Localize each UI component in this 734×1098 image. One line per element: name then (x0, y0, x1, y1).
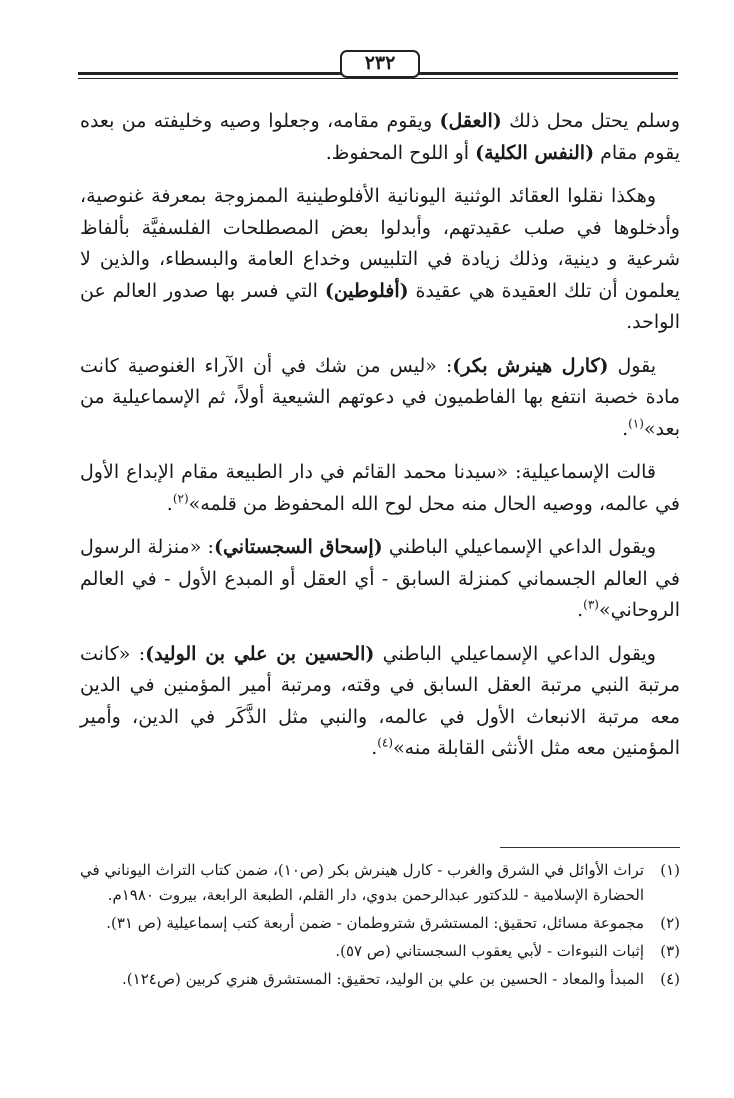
text-run: وهكذا نقلوا العقائد الوثنية اليونانية الأفلوطينية الممزوجة بمعرفة غنوصية، وأدخلوها في صلب عقيدتهم، وأبدلوا بعض المصطلحات الفلسفيَّة بألفاظ شرعية و دينية، وذلك زيادة في التلبيس وخداع العامة والبسطاء، والذين لا يعلمون أن تلك العقيدة هي عقيدة (80, 185, 680, 302)
text-run: . (577, 599, 584, 621)
paragraph-5 (80, 532, 680, 627)
text-run: : «كانت مرتبة النبي مرتبة العقل السابق في وقته، ومرتبة أمير المؤمنين في الدين معه مرتبة الانبعاث الأول في عالمه، والنبي مثل الذَّكَر في الدين، وأمير المؤمنين معه مثل الأنثى القابلة منه» (80, 642, 680, 759)
footnote-marker: (٢) (660, 914, 680, 932)
footnote-separator (500, 847, 680, 848)
text-run: يقول (608, 354, 657, 377)
term-becker: (كارل هينرش بكر) (452, 354, 609, 377)
footnote-ref-4[interactable]: (٤) (377, 735, 394, 750)
text-run: . (622, 417, 629, 440)
footnotes (80, 858, 680, 995)
term-aql: (العقل) (439, 110, 502, 132)
paragraph-4 (80, 457, 680, 520)
text-run: ويقوم مقامه، وجعلوا وصيه وخليفته من بعده يقوم مقام (80, 110, 680, 164)
text-run: ويقول الداعي الإسماعيلي الباطني (382, 536, 656, 558)
paragraph-1 (80, 106, 680, 169)
footnote-text: مجموعة مسائل، تحقيق: المستشرق شتروطمان - ضمن أربعة كتب إسماعيلية (ص ٣١). (106, 914, 644, 932)
paragraph-2 (80, 181, 680, 339)
term-plotinus: (أفلوطين) (324, 279, 409, 302)
footnote-3 (80, 939, 680, 964)
footnote-4 (80, 967, 680, 992)
main-text (80, 106, 680, 777)
text-run: التي فسر بها صدور العالم عن الواحد. (80, 279, 680, 333)
footnote-ref-2[interactable]: (٢) (172, 491, 189, 506)
text-run: . (166, 492, 173, 515)
footnote-2 (80, 911, 680, 936)
footnote-text: تراث الأوائل في الشرق والغرب - كارل هينرش بكر (ص١٠)، ضمن كتاب التراث اليوناني في الحضارة الإسلامية - للدكتور عبدالرحمن بدوي، دار القلم، الطبعة الرابعة، بيروت ١٩٨٠م. (80, 861, 644, 904)
text-run: أو اللوح المحفوظ. (325, 141, 476, 164)
term-ibn-al-walid: (الحسين بن علي بن الوليد) (145, 642, 375, 665)
text-run: . (371, 737, 378, 759)
footnote-1 (80, 858, 680, 908)
text-run: قالت الإسماعيلية: «سيدنا محمد القائم في دار الطبيعة مقام الإبداع الأول في عالمه، ووصيه الحال منه محل لوح الله المحفوظ من قلمه» (80, 461, 680, 515)
footnote-marker: (٤) (660, 970, 680, 988)
paragraph-3 (80, 351, 680, 446)
header-rule-thin (78, 78, 678, 79)
footnote-marker: (٣) (660, 942, 680, 960)
paragraph-6 (80, 639, 680, 765)
term-nafs-kulliya: (النفس الكلية) (475, 141, 595, 164)
footnote-text: المبدأ والمعاد - الحسين بن علي بن الوليد، تحقيق: المستشرق هنري كربين (ص١٢٤). (122, 970, 644, 988)
text-run: : «ليس من شك في أن الآراء الغنوصية كانت مادة خصبة انتفع بها الفاطميون في دعوتهم الشيعية أولاً، ثم الإسماعيلية من بعد» (80, 354, 680, 440)
footnote-marker: (١) (660, 861, 680, 879)
footnote-ref-1[interactable]: (١) (628, 416, 644, 431)
footnote-ref-3[interactable]: (٣) (583, 597, 599, 612)
page-number: ٢٣٢ (340, 50, 420, 78)
footnote-text: إثبات النبوءات - لأبي يعقوب السجستاني (ص ٥٧). (335, 942, 644, 960)
text-run: : «منزلة الرسول في العالم الجسماني كمنزلة السابق - أي العقل أو المبدع الأول - في العالم الروحاني» (80, 536, 680, 621)
page-header (78, 46, 678, 84)
text-run: ويقول الداعي الإسماعيلي الباطني (374, 642, 656, 665)
text-run: وسلم يحتل محل ذلك (501, 110, 680, 132)
term-sijistani: (إسحاق السجستاني) (213, 536, 383, 558)
